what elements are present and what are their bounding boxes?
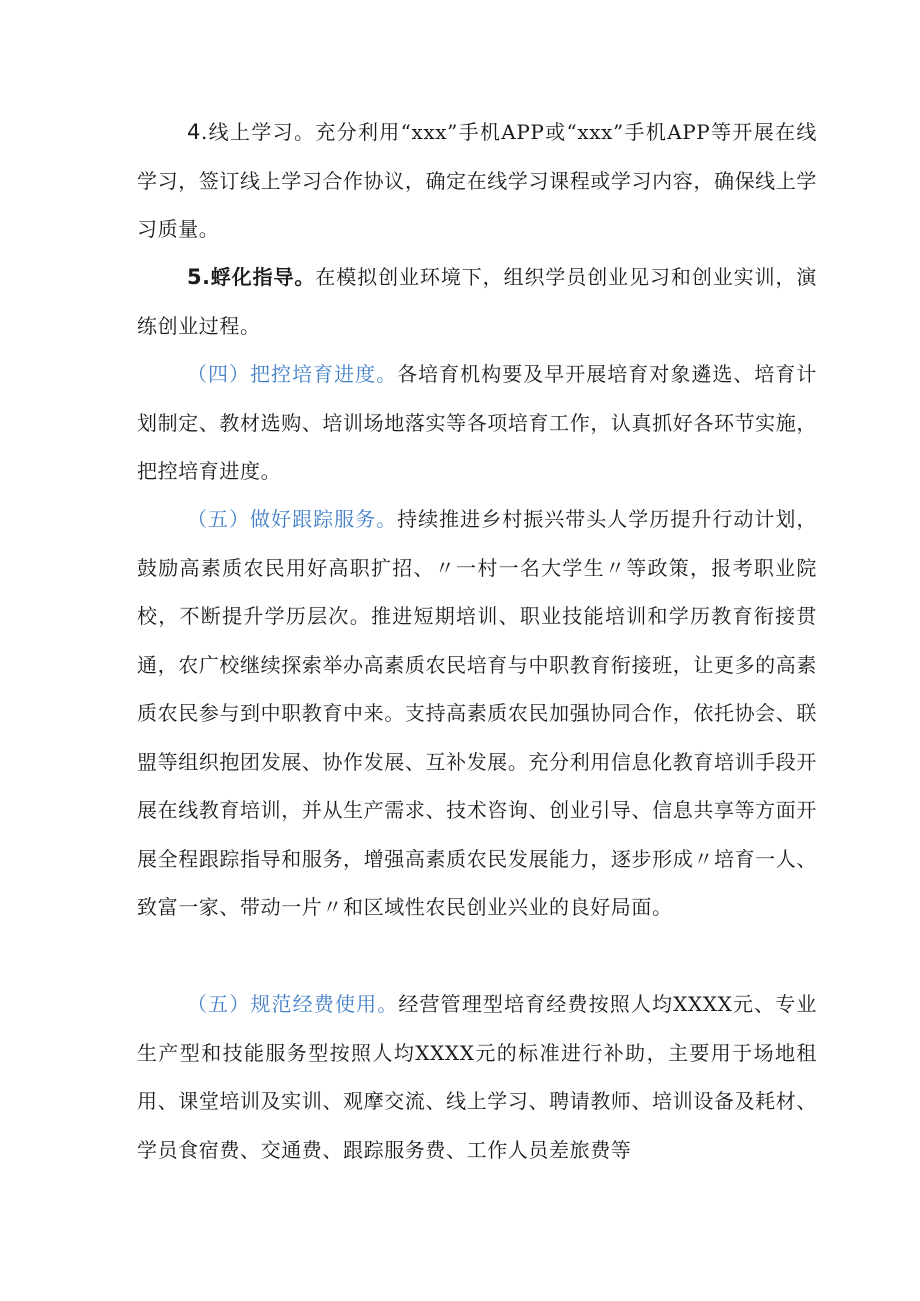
- paragraph-body: 各培育机构要及早开展培育对象遴选、培育计划制定、教材选购、培训场地落实等各项培育工作，认真抓好各环节实施，把控培育进度。: [137, 362, 818, 483]
- paragraph-body: 持续推进乡村振兴带头人学历提升行动计划，鼓励高素质农民用好高职扩招、〃一村一名大学生〃等政策，报考职业院校，不断提升学历层次。推进短期培训、职业技能培训和学历教育衔接贯通，农广校继续探索举办高素质农民培育与中职教育衔接班，让更多的高素质农民参与到中职教育中来。支持高素质农民加强协同合作，依托协会、联盟等组织抱团发展、协作发展、互补发展。充分利用信息化教育培训手段开展在线教育培训，并从生产需求、技术咨询、创业引导、信息共享等方面开展全程跟踪指导和服务，增强高素质农民发展能力，逐步形成〃培育一人、致富一家、带动一片〃和区域性农民创业兴业的良好局面。: [137, 507, 818, 919]
- paragraph-control-progress: [137, 350, 817, 496]
- paragraph-incubation-guidance: [137, 253, 817, 350]
- paragraph-body: 经营管理型培育经费按照人均XXXX元、专业生产型和技能服务型按照人均XXXX元的标准进行补助，主要用于场地租用、课堂培训及实训、观摩交流、线上学习、聘请教师、培训设备及耗材、学员食宿费、交通费、跟踪服务费、工作人员差旅费等: [137, 992, 818, 1162]
- paragraph-heading: .蜉化指导。: [202, 265, 316, 289]
- paragraph-body: 充分利用“xxx”手机APP或“xxx”手机APP等开展在线学习，签订线上学习合作协议，确定在线学习课程或学习内容，确保线上学习质量。: [137, 120, 817, 241]
- item-number: 5: [187, 265, 203, 289]
- section-heading: （五）规范经费使用。: [187, 992, 399, 1016]
- paragraph-tracking-service: [137, 495, 817, 932]
- section-heading: （四）把控培育进度。: [187, 362, 398, 386]
- paragraph-heading: .线上学习。: [200, 120, 316, 144]
- paragraph-funding-usage: [137, 980, 817, 1174]
- paragraph-online-learning: [137, 108, 817, 254]
- paragraph-body: 在模拟创业环境下，组织学员创业见习和创业实训，演练创业过程。: [137, 265, 818, 338]
- section-heading: （五）做好跟踪服务。: [187, 507, 398, 531]
- item-number: 4: [187, 120, 201, 144]
